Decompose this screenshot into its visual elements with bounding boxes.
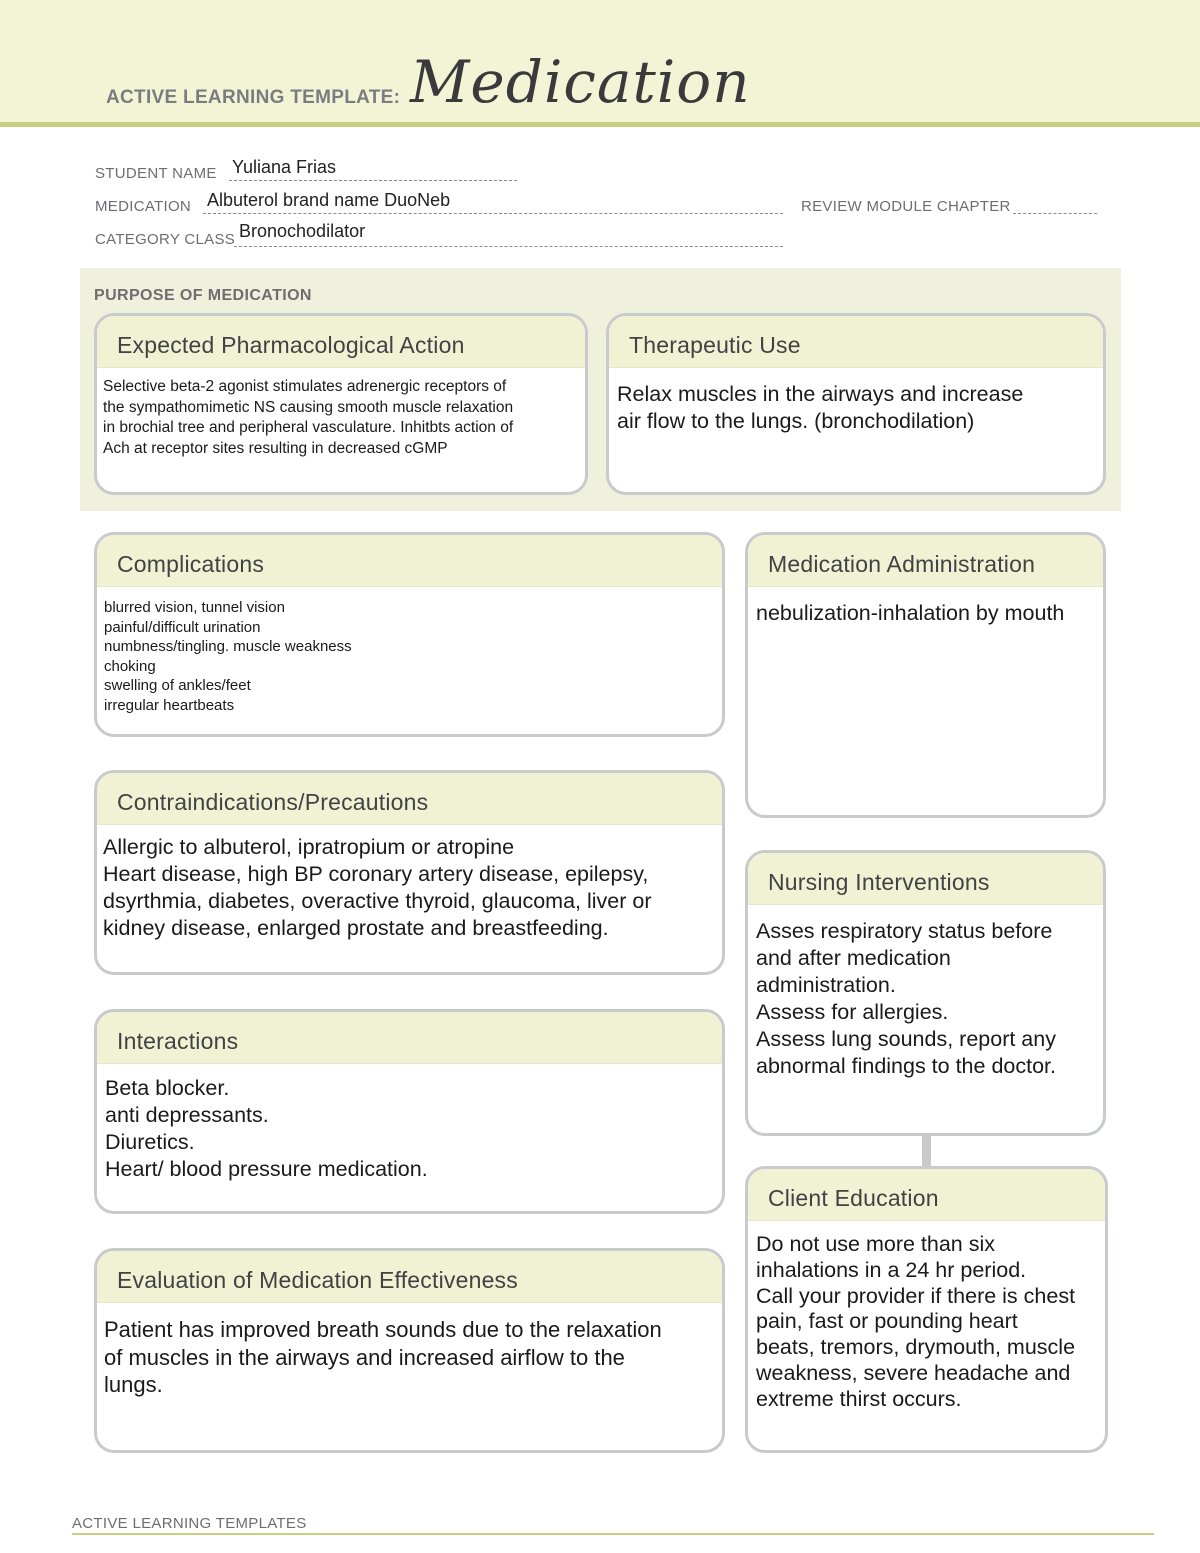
interactions-header [97,1012,722,1064]
complications-body[interactable]: blurred vision, tunnel vision painful/difficult urination numbness/tingling. muscle weakness choking swelling of ankles/feet irregular heartbeats [104,599,352,714]
evaluation-card [94,1248,725,1453]
medication-administration-title: Medication Administration [768,551,1036,577]
medication-value[interactable]: Albuterol brand name DuoNeb [207,190,451,210]
footer-divider [72,1533,1154,1535]
therapeutic-use-body[interactable]: Relax muscles in the airways and increase air flow to the lungs. (bronchodilation) [617,382,1024,433]
client-education-header [748,1169,1105,1221]
card-connector [922,1134,931,1167]
header-divider [0,122,1200,127]
category-class-value[interactable]: Bronochodilator [239,221,366,241]
medication-administration-card [745,532,1106,818]
interactions-title: Interactions [117,1028,239,1054]
medication-administration-header [748,535,1103,587]
category-class-label: CATEGORY CLASS [95,231,236,248]
contraindications-header [97,773,722,825]
student-name-label: STUDENT NAME [95,165,217,182]
contraindications-title: Contraindications/Precautions [117,789,429,815]
nursing-interventions-title: Nursing Interventions [768,869,990,895]
nursing-interventions-header [748,853,1103,905]
interactions-body[interactable]: Beta blocker. anti depressants. Diuretics. Heart/ blood pressure medication. [105,1076,428,1181]
review-module-line [1013,200,1097,214]
evaluation-header [97,1251,722,1303]
therapeutic-use-title: Therapeutic Use [629,332,801,358]
expected-action-header [97,316,585,368]
nursing-interventions-body[interactable]: Asses respiratory status before and after medication administration. Assess for allergies. Assess lung sounds, report any abnormal findings to the doctor. [756,919,1056,1078]
contraindications-card [94,770,725,975]
evaluation-body[interactable]: Patient has improved breath sounds due to the relaxation of muscles in the airways and increased airflow to the lungs. [104,1317,662,1397]
expected-action-title: Expected Pharmacological Action [117,332,465,358]
template-label: ACTIVE LEARNING TEMPLATE: [106,87,401,108]
client-education-title: Client Education [768,1185,939,1211]
page-title: Medication [410,48,751,116]
client-education-card [745,1166,1108,1453]
student-name-value[interactable]: Yuliana Frias [232,157,337,177]
purpose-section-title: PURPOSE OF MEDICATION [94,287,312,304]
medication-label: MEDICATION [95,198,192,215]
complications-card [94,532,725,737]
contraindications-body[interactable]: Allergic to albuterol, ipratropium or atropine Heart disease, high BP coronary artery disease, epilepsy, dsyrthmia, diabetes, overactive thyroid, glaucoma, liver or kidney disease, enlarged prostate and breastfeeding. [103,835,652,940]
nursing-interventions-card [745,850,1106,1136]
expected-action-body[interactable]: Selective beta-2 agonist stimulates adrenergic receptors of the sympathomimetic NS causing smooth muscle relaxation in brochial tree and peripheral vasculature. Inhitbts action of Ach at receptor sites resulting in decreased cGMP [103,378,514,457]
client-education-body[interactable]: Do not use more than six inhalations in a 24 hr period. Call your provider if there is chest pain, fast or pounding heart beats, tremors, drymouth, muscle weakness, severe headache and extreme thirst occurs. [756,1232,1076,1411]
interactions-card [94,1009,725,1214]
therapeutic-use-header [609,316,1103,368]
medication-administration-body[interactable]: nebulization-inhalation by mouth [756,601,1065,625]
complications-header [97,535,722,587]
footer-label: ACTIVE LEARNING TEMPLATES [72,1515,307,1532]
complications-title: Complications [117,551,265,577]
expected-action-card [94,313,588,495]
evaluation-title: Evaluation of Medication Effectiveness [117,1267,518,1293]
therapeutic-use-card [606,313,1106,495]
review-module-label: REVIEW MODULE CHAPTER [801,198,1011,215]
